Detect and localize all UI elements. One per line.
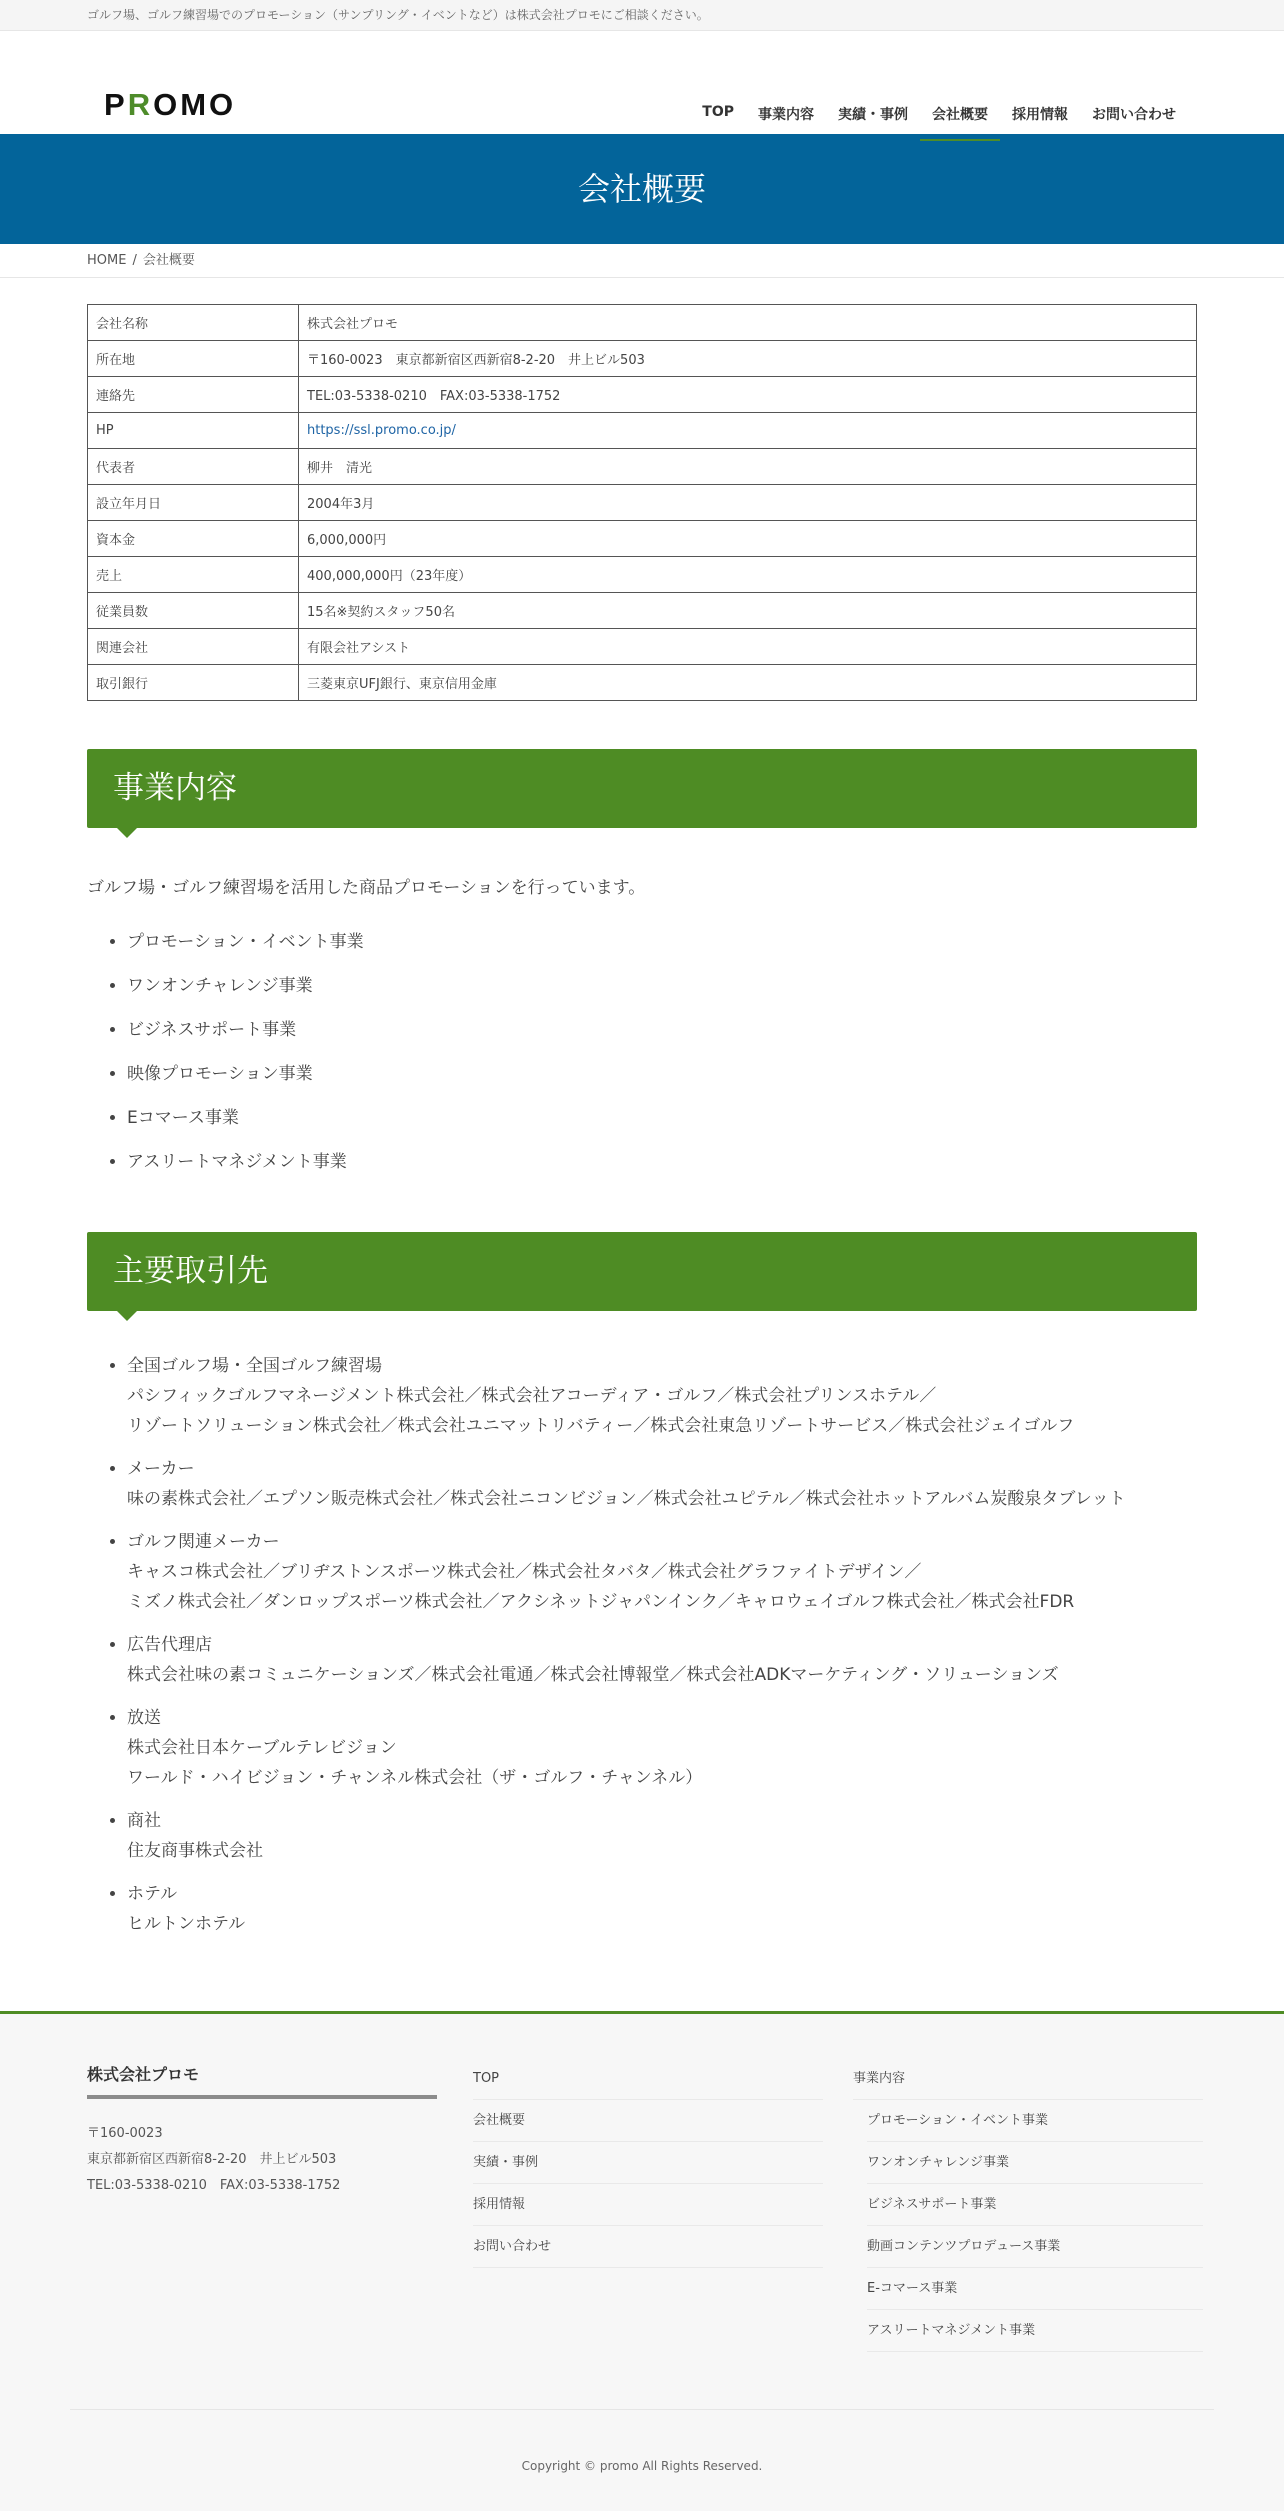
footer-business-link[interactable]: プロモーション・イベント事業: [867, 2100, 1203, 2142]
copyright: Copyright © promo All Rights Reserved.: [521, 2459, 763, 2473]
footer-address: [87, 2121, 437, 2199]
page-title: 会社概要: [577, 170, 706, 208]
partner-line: ミズノ株式会社／ダンロップスポーツ株式会社／アクシネットジャパンインク／キャロウェイゴルフ株式会社／株式会社FDR: [127, 1592, 1075, 1612]
partner-category: • 全国ゴルフ場・全国ゴルフ練習場: [127, 1356, 382, 1376]
list-item: • プロモーション・イベント事業: [127, 920, 1197, 964]
partner-category: • 商社: [127, 1811, 161, 1831]
footer-nav: [473, 2058, 823, 2268]
logo-letters: OMO: [153, 87, 237, 122]
logo-letter: P: [104, 87, 128, 122]
nav-business[interactable]: 事業内容: [758, 107, 814, 123]
footer-business-link[interactable]: アスリートマネジメント事業: [867, 2310, 1203, 2352]
list-item: • Eコマース事業: [127, 1096, 1197, 1140]
partner-group: [127, 1454, 1197, 1514]
row-label: 売上: [88, 557, 299, 593]
business-heading: [87, 749, 1197, 828]
row-value: 柳井 清光: [299, 449, 1197, 485]
table-row: [88, 593, 1197, 629]
partner-line: 株式会社日本ケーブルテレビジョン: [127, 1738, 397, 1758]
nav-recruit[interactable]: 採用情報: [1012, 107, 1068, 123]
nav-works[interactable]: 実績・事例: [838, 107, 908, 123]
row-label: 資本金: [88, 521, 299, 557]
row-label: 連絡先: [88, 377, 299, 413]
footer-link[interactable]: TOP: [473, 2058, 823, 2100]
row-label: 会社名称: [88, 305, 299, 341]
footer-business-sublinks: [853, 2100, 1203, 2352]
table-row: [88, 521, 1197, 557]
homepage-link[interactable]: https://ssl.promo.co.jp/: [307, 423, 456, 438]
footer-link[interactable]: 会社概要: [473, 2100, 823, 2142]
business-lead: ゴルフ場・ゴルフ練習場を活用した商品プロモーションを行っています。: [87, 878, 646, 898]
table-row: [88, 665, 1197, 701]
list-item: • 映像プロモーション事業: [127, 1052, 1197, 1096]
footer-company: [87, 2062, 437, 2199]
partner-line: 味の素株式会社／エプソン販売株式会社／株式会社ニコンビジョン／株式会社ユピテル／株式会社ホットアルバム炭酸泉タブレット: [127, 1489, 1126, 1509]
partner-group: [127, 1351, 1197, 1441]
partner-line: ヒルトンホテル: [127, 1914, 246, 1934]
partner-group: [127, 1630, 1197, 1690]
partner-line: ワールド・ハイビジョン・チャンネル株式会社（ザ・ゴルフ・チャンネル）: [127, 1768, 703, 1788]
partners-list: [87, 1351, 1197, 1939]
footer-divider: [70, 2409, 1214, 2410]
breadcrumb: [0, 244, 1284, 278]
global-nav: [690, 89, 1188, 141]
company-table: [87, 304, 1197, 701]
footer-link[interactable]: 実績・事例: [473, 2142, 823, 2184]
row-label: HP: [88, 413, 299, 449]
partner-category: • 放送: [127, 1708, 161, 1728]
row-value: 株式会社プロモ: [299, 305, 1197, 341]
partner-category: • 広告代理店: [127, 1635, 212, 1655]
partners-heading: [87, 1232, 1197, 1311]
footer-postal: 〒160-0023: [87, 2126, 163, 2141]
partner-line: リゾートソリューション株式会社／株式会社ユニマットリバティー／株式会社東急リゾートサービス／株式会社ジェイゴルフ: [127, 1416, 1075, 1436]
footer-business-link[interactable]: 動画コンテンツプロデュース事業: [867, 2226, 1203, 2268]
list-item: • ワンオンチャレンジ事業: [127, 964, 1197, 1008]
topbar-text: ゴルフ場、ゴルフ練習場でのプロモーション（サンプリング・イベントなど）は株式会社プロモにご相談ください。: [87, 8, 709, 22]
partners-heading-text: 主要取引先: [113, 1253, 268, 1289]
main-content: [0, 278, 1284, 1939]
partner-line: 株式会社味の素コミュニケーションズ／株式会社電通／株式会社博報堂／株式会社ADKマーケティング・ソリューションズ: [127, 1665, 1059, 1685]
footer-street: 東京都新宿区西新宿8-2-20 井上ビル503: [87, 2152, 337, 2167]
table-row: [88, 305, 1197, 341]
row-value: 15名※契約スタッフ50名: [299, 593, 1197, 629]
table-row: [88, 377, 1197, 413]
row-value: 400,000,000円（23年度）: [299, 557, 1197, 593]
row-label: 所在地: [88, 341, 299, 377]
row-value: [299, 413, 1197, 449]
row-value: 三菱東京UFJ銀行、東京信用金庫: [299, 665, 1197, 701]
table-row: [88, 449, 1197, 485]
row-label: 代表者: [88, 449, 299, 485]
topbar: [0, 0, 1284, 31]
partner-line: 住友商事株式会社: [127, 1841, 263, 1861]
row-value: 2004年3月: [299, 485, 1197, 521]
footer-business-link[interactable]: ビジネスサポート事業: [867, 2184, 1203, 2226]
footer-business-nav: [853, 2058, 1203, 2352]
partner-category: • ゴルフ関連メーカー: [127, 1532, 280, 1552]
partner-line: キャスコ株式会社／ブリヂストンスポーツ株式会社／株式会社タバタ／株式会社グラファイトデザイン／: [127, 1562, 922, 1582]
nav-company[interactable]: 会社概要: [920, 89, 1000, 141]
footer-business-link[interactable]: E-コマース事業: [867, 2268, 1203, 2310]
partner-category: • ホテル: [127, 1884, 178, 1904]
breadcrumb-current: 会社概要: [142, 253, 195, 268]
partner-group: [127, 1879, 1197, 1939]
footer-contact: TEL:03-5338-0210 FAX:03-5338-1752: [87, 2178, 341, 2193]
nav-contact[interactable]: お問い合わせ: [1092, 107, 1176, 123]
partner-category: • メーカー: [127, 1459, 195, 1479]
site-header: [0, 31, 1284, 134]
table-row: [88, 413, 1197, 449]
partner-group: [127, 1527, 1197, 1617]
table-row: [88, 557, 1197, 593]
partner-line: パシフィックゴルフマネージメント株式会社／株式会社アコーディア・ゴルフ／株式会社プリンスホテル／: [127, 1386, 937, 1406]
table-row: [88, 629, 1197, 665]
breadcrumb-home[interactable]: HOME: [87, 253, 127, 268]
row-label: 設立年月日: [88, 485, 299, 521]
table-row: [88, 485, 1197, 521]
table-row: [88, 341, 1197, 377]
row-value: 6,000,000円: [299, 521, 1197, 557]
footer-link[interactable]: お問い合わせ: [473, 2226, 823, 2268]
site-footer: [0, 2011, 1284, 2511]
nav-top[interactable]: TOP: [702, 104, 734, 120]
row-value: 〒160-0023 東京都新宿区西新宿8-2-20 井上ビル503: [299, 341, 1197, 377]
logo-accent-letter: R: [127, 87, 154, 122]
footer-business-title[interactable]: 事業内容: [853, 2058, 1203, 2100]
partner-group: [127, 1806, 1197, 1866]
list-item: • アスリートマネジメント事業: [127, 1140, 1197, 1184]
business-list: [87, 920, 1197, 1184]
business-heading-text: 事業内容: [113, 770, 237, 806]
row-label: 関連会社: [88, 629, 299, 665]
row-label: 取引銀行: [88, 665, 299, 701]
list-item: • ビジネスサポート事業: [127, 1008, 1197, 1052]
breadcrumb-separator: /: [132, 253, 137, 268]
footer-company-name: 株式会社プロモ: [87, 2062, 437, 2099]
row-value: TEL:03-5338-0210 FAX:03-5338-1752: [299, 377, 1197, 413]
footer-business-link[interactable]: ワンオンチャレンジ事業: [867, 2142, 1203, 2184]
promo-logo[interactable]: [104, 87, 236, 123]
row-value: 有限会社アシスト: [299, 629, 1197, 665]
page-title-banner: [0, 134, 1284, 244]
footer-link[interactable]: 採用情報: [473, 2184, 823, 2226]
row-label: 従業員数: [88, 593, 299, 629]
partner-group: [127, 1703, 1197, 1793]
